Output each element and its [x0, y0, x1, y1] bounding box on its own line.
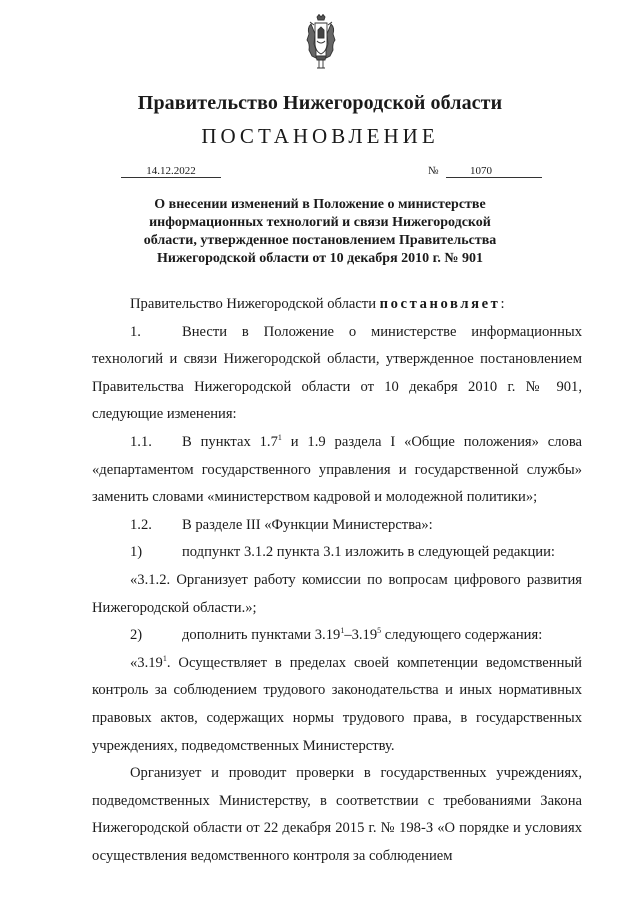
- government-name: Правительство Нижегородской области: [137, 92, 503, 114]
- clause-1: 1. Внести в Положение о министерстве информационных технологий и связи Нижегородской области, утвержденное постановлением Правительства Нижегородской области от 10 декабря 2010 г. № 901, следующие изменения:: [92, 319, 582, 429]
- clause-number: 2): [130, 627, 143, 644]
- subclause-1: 1) подпункт 3.1.2 пункта 3.1 изложить в следующей редакции:: [92, 539, 582, 567]
- clause-number: 1.1.: [130, 433, 152, 450]
- document-number: 1070: [470, 165, 492, 177]
- clause-number: 1.: [130, 323, 141, 340]
- clause-number: 1.2.: [130, 516, 152, 533]
- clause-number: 1): [130, 544, 143, 561]
- document-number-field: [446, 165, 542, 178]
- heading-line: Нижегородской области от 10 декабря 2010 г. № 901: [157, 251, 483, 266]
- heading-line: информационных технологий и связи Нижегородской: [149, 215, 491, 230]
- quoted-text-3-19-1: «3.19$^1$. Осуществляет в пределах своей компетенции ведомственный контроль за соблюдением трудового законодательства и иных нормативных правовых актов, содержащих нормы трудового права, в государственных учреждениях, подведомственных Министерству.: [92, 653, 582, 754]
- heading-line: О внесении изменений в Положение о министерстве: [154, 197, 486, 212]
- document-type: ПОСТАНОВЛЕНИЕ: [201, 124, 439, 148]
- document-body: [92, 291, 582, 870]
- paragraph-inspections: Организует и проводит проверки в государственных учреждениях, подведомственных Министерству, в соответствии с требованиями Закона Нижегородской области от 22 декабря 2015 г. № 198-З «О порядке и условиях осуществления ведомственного контроля за соблюдением: [92, 765, 582, 864]
- number-label: №: [428, 165, 439, 177]
- intro-paragraph: Правительство Нижегородской области постановляет:: [130, 296, 505, 312]
- clause-1-2: 1.2. В разделе III «Функции Министерства»:: [92, 512, 582, 540]
- subclause-2: 2) дополнить пунктами 3.19$^1$–3.19$^5$ следующего содержания:: [92, 622, 582, 650]
- document-date: 14.12.2022: [121, 165, 221, 178]
- coat-of-arms-icon: [304, 14, 338, 70]
- clause-1-1: 1.1. В пунктах $1.7^1$ и 1.9 раздела I «Общие положения» слова «департаментом государственного управления и государственной службы» заменить словами «министерством кадровой и молодежной политики»;: [92, 429, 582, 512]
- decree-keyword: постановляет: [379, 296, 501, 312]
- document-heading: [120, 196, 520, 268]
- heading-line: области, утвержденное постановлением Правительства: [143, 233, 497, 248]
- quoted-text-3-1-2: «3.1.2. Организует работу комиссии по вопросам цифрового развития Нижегородской области.»;: [92, 571, 582, 616]
